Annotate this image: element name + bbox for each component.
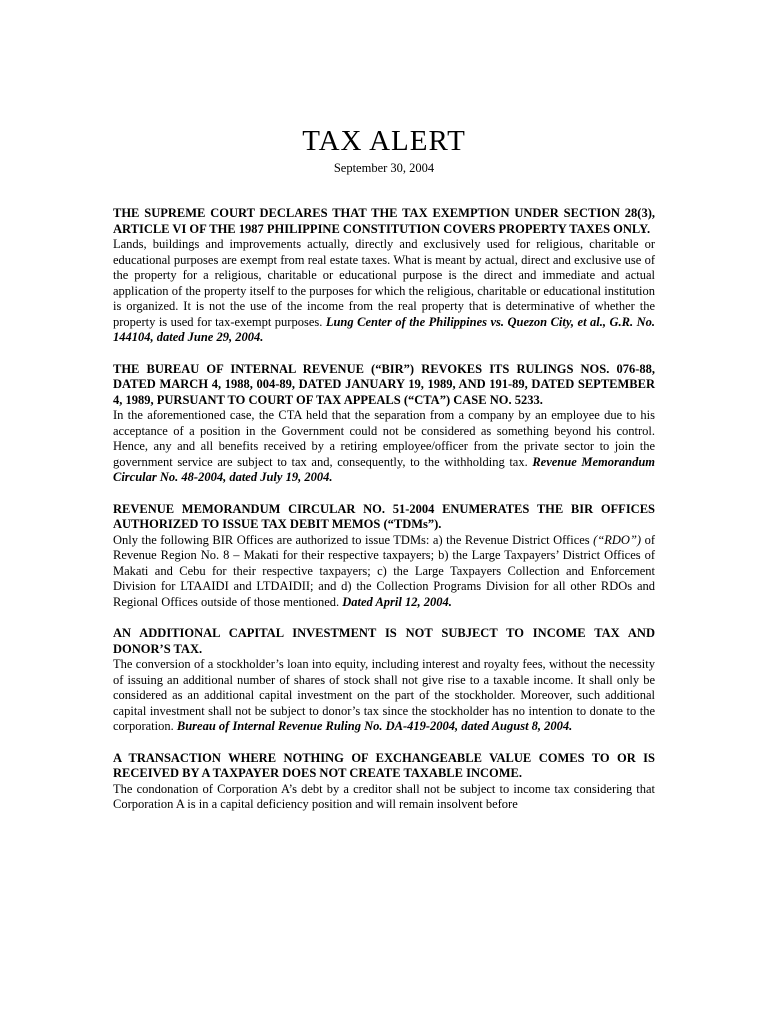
section-taxable-income (113, 751, 655, 813)
section-body-text: The condonation of Corporation A’s debt by a creditor shall not be subject to income tax considering that Corporation A is in a capital deficiency position and will remain insolvent before (113, 781, 655, 811)
section-body-text: Lands, buildings and improvements actually, directly and exclusively used for religious, charitable or educational purposes are exempt from real estate taxes. What is meant by actual, direct and exclusive use of the property for a religious, charitable or educational purpose is the direct and immediate and actual application of the property itself to the purposes for which the religious, charitable or educational institution is organized. It is not the use of the income from the real property that is determinative of whether the property is used for tax-exempt purposes. (113, 237, 655, 329)
section-tax-debit-memos (113, 502, 655, 611)
section-heading: AN ADDITIONAL CAPITAL INVESTMENT IS NOT SUBJECT TO INCOME TAX AND DONOR’S TAX. (113, 626, 655, 656)
rdo-term: (“RDO”) (593, 532, 642, 547)
section-citation: Lung Center of the Philippines vs. Quezon City, et al., G.R. No. 144104, dated June 29, 2004. (113, 314, 655, 344)
section-body (113, 237, 655, 346)
section-heading: REVENUE MEMORANDUM CIRCULAR NO. 51-2004 ENUMERATES THE BIR OFFICES AUTHORIZED TO ISSUE TAX DEBIT MEMOS (“TDMs”). (113, 501, 655, 531)
section-body-text: Only the following BIR Offices are authorized to issue TDMs: a) the Revenue District Offices (113, 532, 594, 547)
section-body (113, 533, 655, 611)
section-citation: Revenue Memorandum Circular No. 48-2004, dated July 19, 2004. (113, 454, 655, 484)
section-body (113, 782, 655, 813)
section-bir-rulings (113, 362, 655, 486)
document-title: TAX ALERT (302, 125, 466, 157)
section-capital-investment (113, 626, 655, 735)
section-body (113, 408, 655, 486)
section-body-text: In the aforementioned case, the CTA held that the separation from a company by an employee due to his acceptance of a position in the Government could not be considered as something beyond his control. Hence, any and all benefits received by a retiring employee/officer from the private sector to join the government service are subject to tax and, consequently, to the withholding tax. (113, 408, 655, 469)
section-heading: A TRANSACTION WHERE NOTHING OF EXCHANGEABLE VALUE COMES TO OR IS RECEIVED BY A TAXPAYER DOES NOT CREATE TAXABLE INCOME. (113, 750, 655, 780)
section-property-tax (113, 206, 655, 346)
section-body-text: The conversion of a stockholder’s loan into equity, including interest and royalty fees, without the necessity of issuing an additional number of shares of stock shall not give rise to a taxable income. It shall only be considered as an additional capital investment on the part of the stockholder. Moreover, such additional capital investment shall not be subject to donor’s tax since the stockholder has no intention to donate to the corporation. (113, 657, 655, 733)
section-heading: THE SUPREME COURT DECLARES THAT THE TAX EXEMPTION UNDER SECTION 28(3), ARTICLE VI OF THE 1987 PHILIPPINE CONSTITUTION COVERS PROPERTY TAXES ONLY. (113, 206, 655, 236)
document-date: September 30, 2004 (333, 161, 435, 175)
section-body (113, 657, 655, 735)
section-heading: THE BUREAU OF INTERNAL REVENUE (“BIR”) REVOKES ITS RULINGS NOS. 076-88, DATED MARCH 4, 1988, 004-89, DATED JANUARY 19, 1989, AND 191-89, DATED SEPTEMBER 4, 1989, PURSUANT TO COURT OF TAX APPEALS (“CTA”) CASE NO. 5233. (113, 361, 655, 407)
section-citation: Bureau of Internal Revenue Ruling No. DA-419-2004, dated August 8, 2004. (176, 719, 573, 733)
section-citation: Dated April 12, 2004. (342, 594, 452, 609)
section-body-text: of Revenue Region No. 8 – Makati for their respective taxpayers; b) the Large Taxpayers’ District Offices of Makati and Cebu for their respective taxpayers; c) the Large Taxpayers Collection and Enforcement Division for LTAAIDI and LTDAIDII; and d) the Collection Programs Division for all other RDOs and Regional Offices outside of those mentioned. (113, 532, 655, 609)
document-page (113, 122, 655, 813)
